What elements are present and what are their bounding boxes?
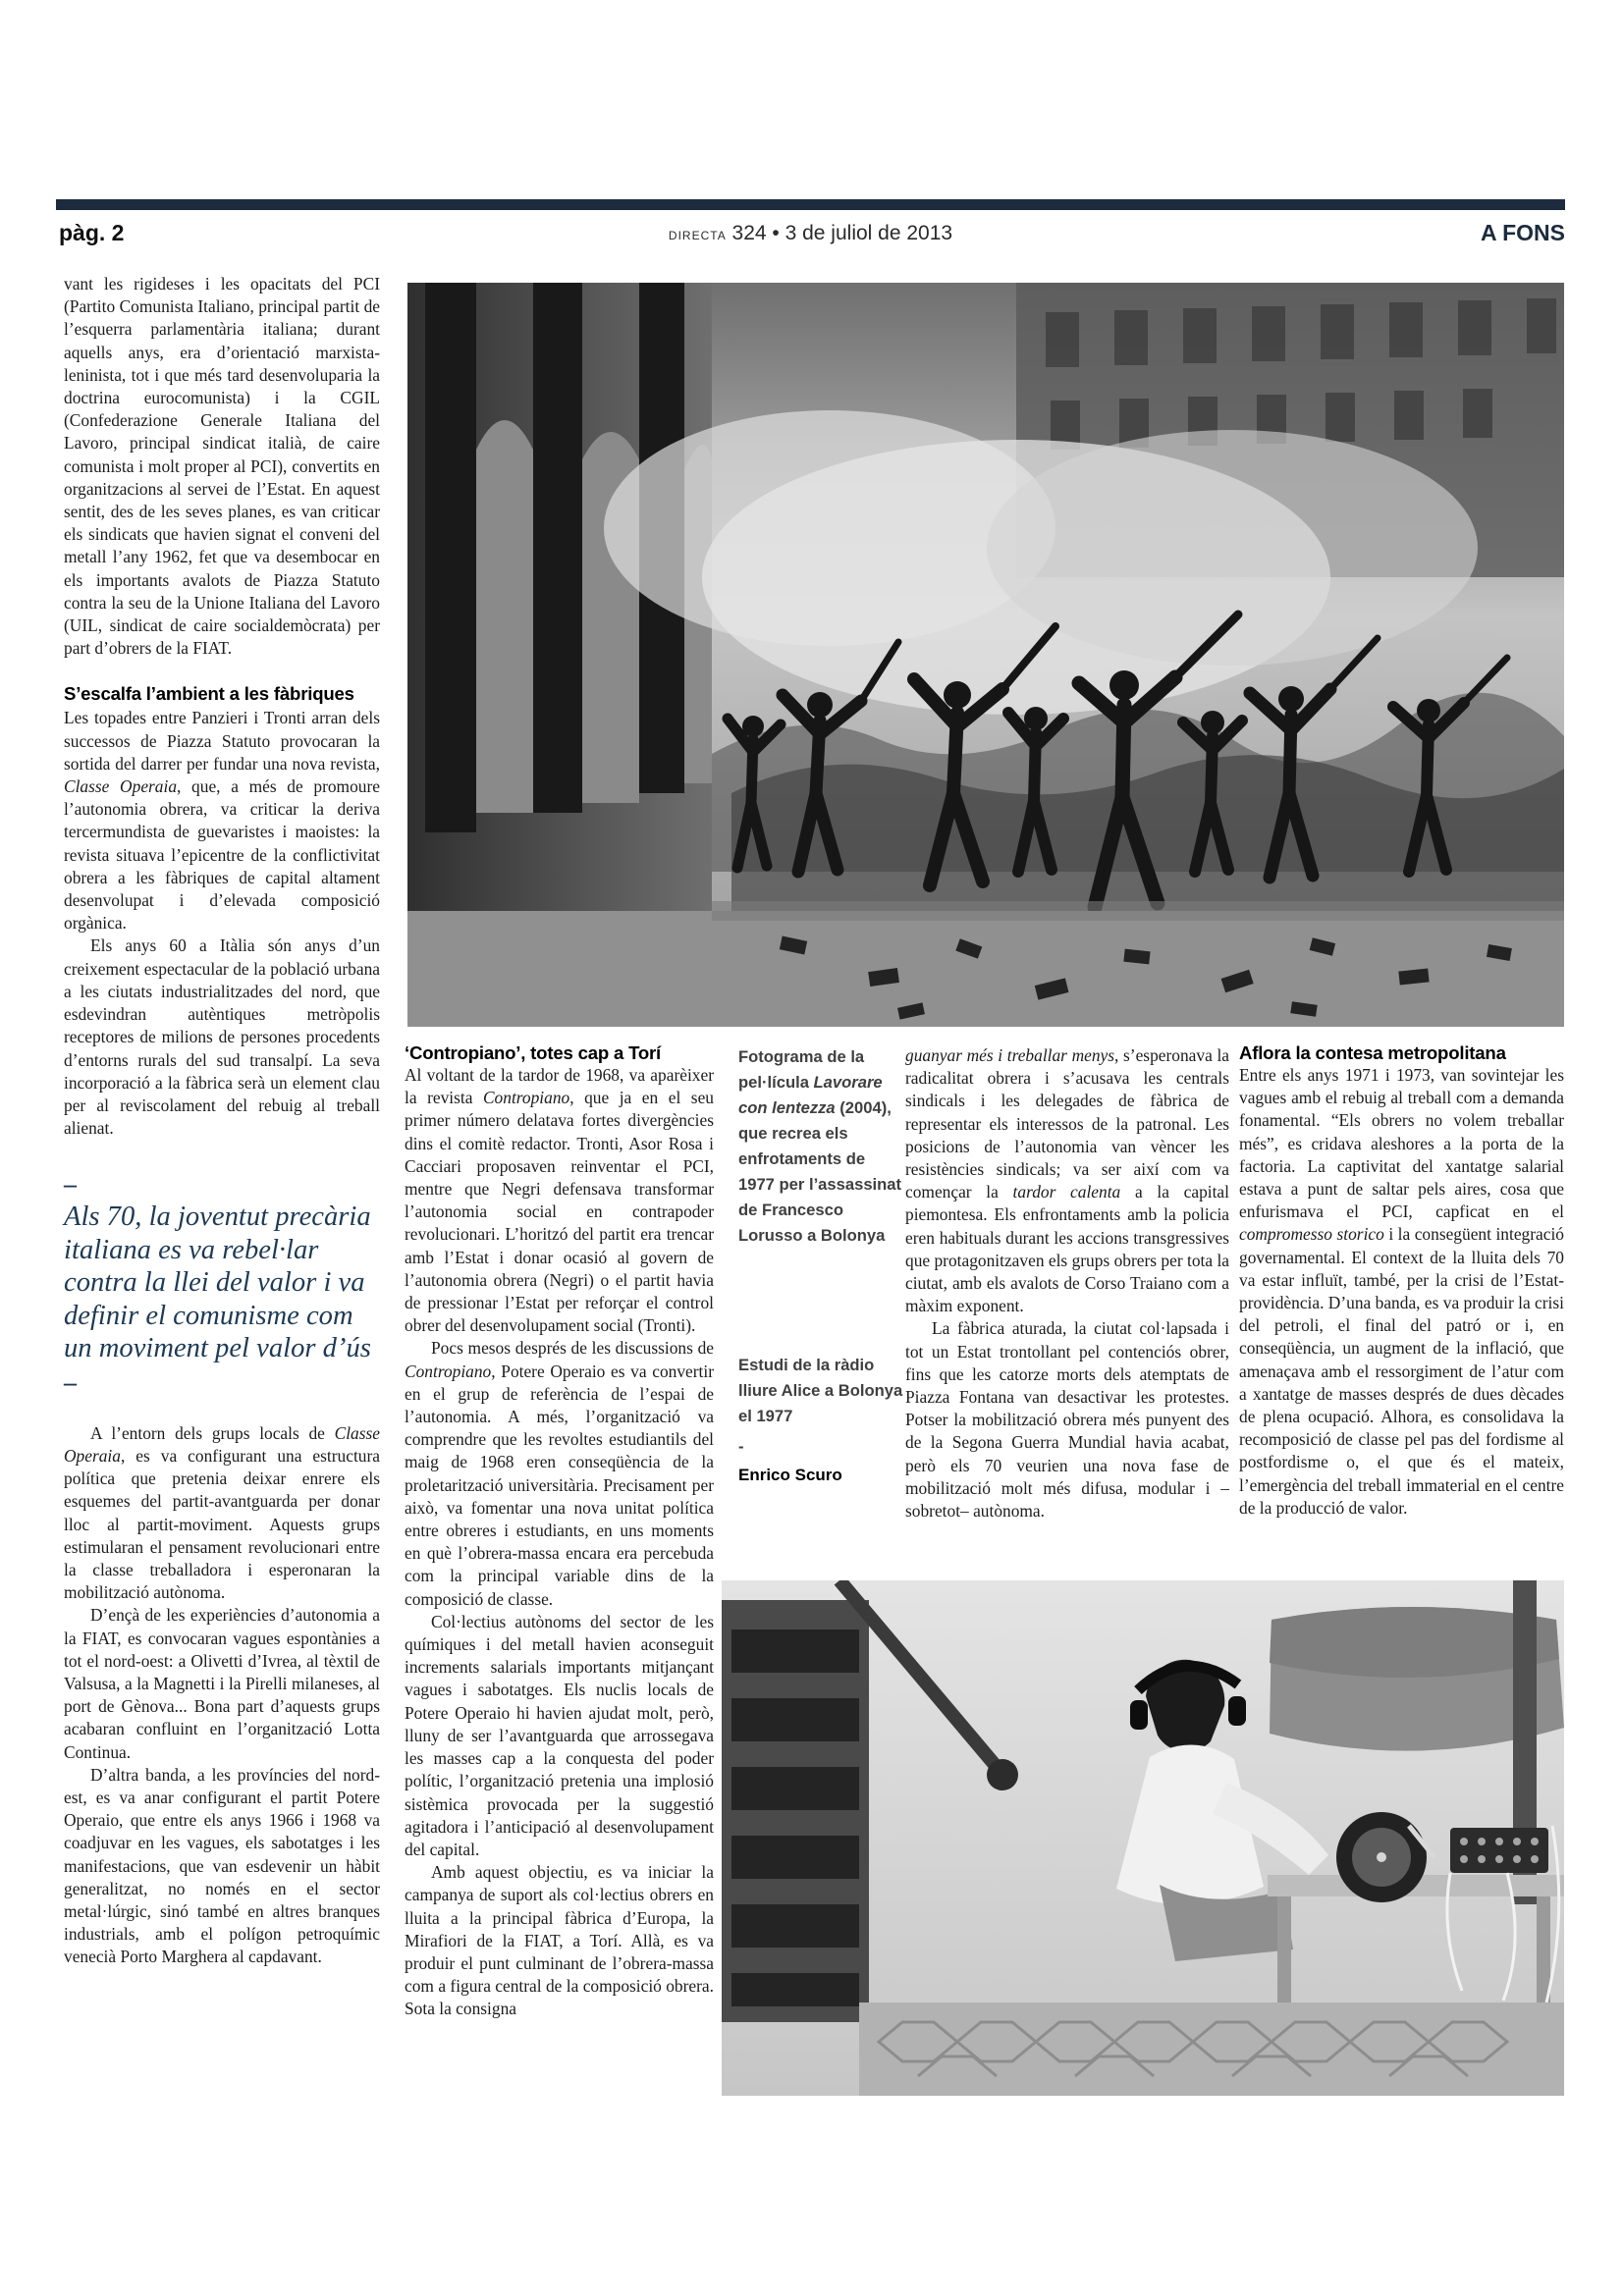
section-label: A FONS [1480, 220, 1565, 245]
body-paragraph: D’ençà de les experiències d’autonomia a la FIAT, es convocaran vagues espontànies a tot el nord-oest: a Olivetti d’Ivrea, al tèxtil de Valsusa, a la Magnetti i la Pirelli milaneses, al port de Gènova... Bona part d’aquests grups acabaran confluint en l’organització Lotta Continua. [64, 1605, 380, 1762]
pull-quote-dash-bottom: – [64, 1367, 77, 1397]
body-paragraph: Pocs mesos després de les discussions de Contropiano, Potere Operaio es va convertir en el grup de referència de l’espai de l’autonomia. A més, l’organització va comprendre que les revoltes estudiantils del maig de 1968 eren conseqüència de la proletarització universitària. Precisament per això, va fomentar una nova unitat política entre obreres i estudiants, en uns moments en què l’obrera-massa encara era percebuda com la principal variable dins de la composició de classe. [405, 1338, 714, 1609]
photo1-caption: Fotograma de la pel·lícula Lavorare con lentezza (2004), que recrea els enfrotaments de 1977 per l’assassinat de Francesco Lorusso a Bolonya [738, 1047, 902, 1245]
page-header [56, 218, 1565, 251]
pull-quote-text: Als 70, la joventut precària italiana es va rebel·lar contra la llei del valor i va definir el comunisme com un moviment pel valor d’ús [64, 1201, 371, 1364]
header-rule-bar [56, 199, 1565, 210]
body-paragraph: Col·lectius autònoms del sector de les químiques i del metall havien aconseguit increments salarials importants mitjançant vagues i sabotatges. Els nuclis locals de Potere Operaio hi havien ajudat molt, però, lluny de ser l’avantguarda que arrossegava les masses cap a la conquesta del poder polític, l’organització pretenia una implosió sistèmica provocada per la suggestió agitadora i l’anticipació al desenvolupament del capital. [405, 1611, 714, 1859]
body-paragraph: Les topades entre Panzieri i Tronti arran dels successos de Piazza Statuto provocaran la sortida del darrer per fundar una nova revista, Classe Operaia, que, a més de promoure l’autonomia obrera, va criticar la deriva tercermundista de guevaristes i maoistes: la revista situava l’epicentre de la conflictivitat obrera a les fàbriques de capital altament desenvolupat i d’elevada composició orgànica. [64, 708, 380, 934]
pull-quote [64, 1170, 380, 1397]
body-paragraph: vant les rigideses i les opacitats del PCI (Partito Comunista Italiano, principal partit de l’esquerra parlamentària italiana; durant aquells anys, era d’orientació marxista-leninista, tot i que més tard desenvoluparia la doctrina eurocomunista) i la CGIL (Confederazione Generale Italiana del Lavoro, principal sindicat italià, de caire comunista i molt proper al PCI), convertits en organitzacions al servei de l’Estat. En aquest sentit, des de les seves planes, es van criticar els sindicats que havien signat el conveni del metall l’any 1962, fet que va desembocar en els importants avalots de Piazza Statuto contra la seu de la Unione Italiana del Lavoro (UIL, sindicat de caire socialdemòcrata) per part d’obrers de la FIAT. [64, 274, 380, 659]
photo-credit: Enrico Scuro [738, 1466, 842, 1484]
body-paragraph: D’altra banda, a les províncies del nord-est, es va anar configurant el partit Potere Operaio, que entre els anys 1966 i 1968 va coadjuvar en les vagues, els sabotatges i les manifestacions, que van esdevenir un hàbit generalitzat, no només en el sector metal·lúrgic, sinó també en altres branques industrials, amb el polígon petroquímic venecià Porto Marghera al capdavant. [64, 1764, 380, 1967]
issue-date: 324 • 3 de juliol de 2013 [731, 222, 953, 244]
body-paragraph: A l’entorn dels grups locals de Classe Operaia, es va configurant una estructura política que pretenia deixar enrere els esquemes del partit-avantguarda per donar lloc al partit-moviment. Aquests grups estimularan el pensament revolucionari entre la classe treballadora i esperonaran la mobilització autònoma. [64, 1422, 380, 1603]
radio-studio-illustration [722, 1580, 1564, 2096]
heading-contropiano: ‘Contropiano’, totes cap a Torí [405, 1042, 662, 1063]
riot-photo [407, 283, 1564, 1027]
radio-studio-photo [722, 1580, 1564, 2096]
body-paragraph: Al voltant de la tardor de 1968, va aparèixer la revista Contropiano, que ja en el seu primer número delatava fortes divergències dins el comitè redactor. Tronti, Asor Rosa i Cacciari proposaven reinventar el PCI, mentre que Negri defensava transformar l’autonomia social en contrapoder revolucionari. L’horitzó del partit era trencar amb l’Estat i donar ocasió al govern de l’autonomia obrera (Negri) o el partit havia de pressionar l’Estat per reforçar el control obrer del desenvolupament social (Tronti). [405, 1065, 714, 1336]
masthead: directa [668, 225, 727, 243]
body-paragraph: Entre els anys 1971 i 1973, van sovintejar les vagues amb el rebuig al treball com a demanda fonamental. “Els obrers no volem treballar més”, es cridava aleshores a la porta de la factoria. La captivitat del xantatge salarial estava a punt de saltar pels aires, cosa que enfurismava el PCI, capficat en el compromesso storico i la consegüent integració governamental. El context de la lluita dels 70 va estar influït, també, per la crisi de l’Estat-providència. D’una banda, es va produir la crisi del petroli, el final del patró or i, en conseqüència, un augment de la inflació, que amenaçava amb el ressorgiment de l’atur com a xantatge de masses després de dues dècades de plena ocupació. Alhora, es consolidava la recomposició de classe pel pas del fordisme al postfordisme o, el que és el mateix, l’emergència del treball immaterial en el centre de la producció de valor. [1239, 1065, 1564, 1518]
body-paragraph: guanyar més i treballar menys, s’esperonava la radicalitat obrera i s’acusava les centrals sindicals i les delegades de fàbrica de representar els interessos de la patronal. Les posicions de l’autonomia van vèncer les resistències sindicals; va ser així com va començar la tardor calenta a la capital piemontesa. Els enfrontaments amb la policia eren habituals durant les accions transgressives que protagonitzaven els grups obrers per tota la ciutat, amb els avalots de Corso Traiano com a màxim exponent. [905, 1045, 1229, 1316]
body-paragraph: Amb aquest objectiu, es va iniciar la campanya de suport als col·lectius obrers en lluita a la principal fàbrica d’Europa, la Mirafiori de la FIAT, a Torí. Allà, es va produir el punt culminant de l’obrera-massa com a figura central de la composició obrera. Sota la consigna [405, 1862, 714, 2019]
pull-quote-dash-top: – [64, 1170, 77, 1200]
body-paragraph: Els anys 60 a Itàlia són anys d’un creixement espectacular de la població urbana a les ciutats industrialitzades del nord, que esdevindran autèntiques metròpolis receptores de milions de persones procedents d’entorns rurals del sud transalpí. La seva incorporació a la fàbrica serà un element clau per al reviscolament del rebuig al treball alienat. [64, 935, 380, 1139]
subhead-fabriques: S’escalfa l’ambient a les fàbriques [64, 683, 354, 705]
riot-photo-illustration [407, 283, 1564, 1027]
column-1 [64, 273, 380, 1969]
heading-contesa: Aflora la contesa metropolitana [1239, 1042, 1506, 1063]
captions-column [738, 1044, 905, 1488]
masthead-dateline [56, 222, 1565, 245]
column-2 [405, 1042, 714, 2021]
column-4 [905, 1044, 1229, 1522]
photo2-caption: Estudi de la ràdio lliure Alice a Bolonya el 1977 [738, 1356, 903, 1425]
page-number: pàg. 2 [59, 220, 125, 245]
caption-divider: - [738, 1437, 744, 1456]
body-paragraph: La fàbrica aturada, la ciutat col·lapsada i tot un Estat trontollant pel contenciós obrer, fins que les catorze morts dels atemptats de Piazza Fontana van desactivar les protestes. Potser la mobilització obrera més punyent des de la Segona Guerra Mundial havia acabat, però els 70 veurien una nova fase de mobilització molt més difusa, modular i –sobretot– autònoma. [905, 1318, 1229, 1522]
column-5 [1239, 1042, 1564, 1520]
